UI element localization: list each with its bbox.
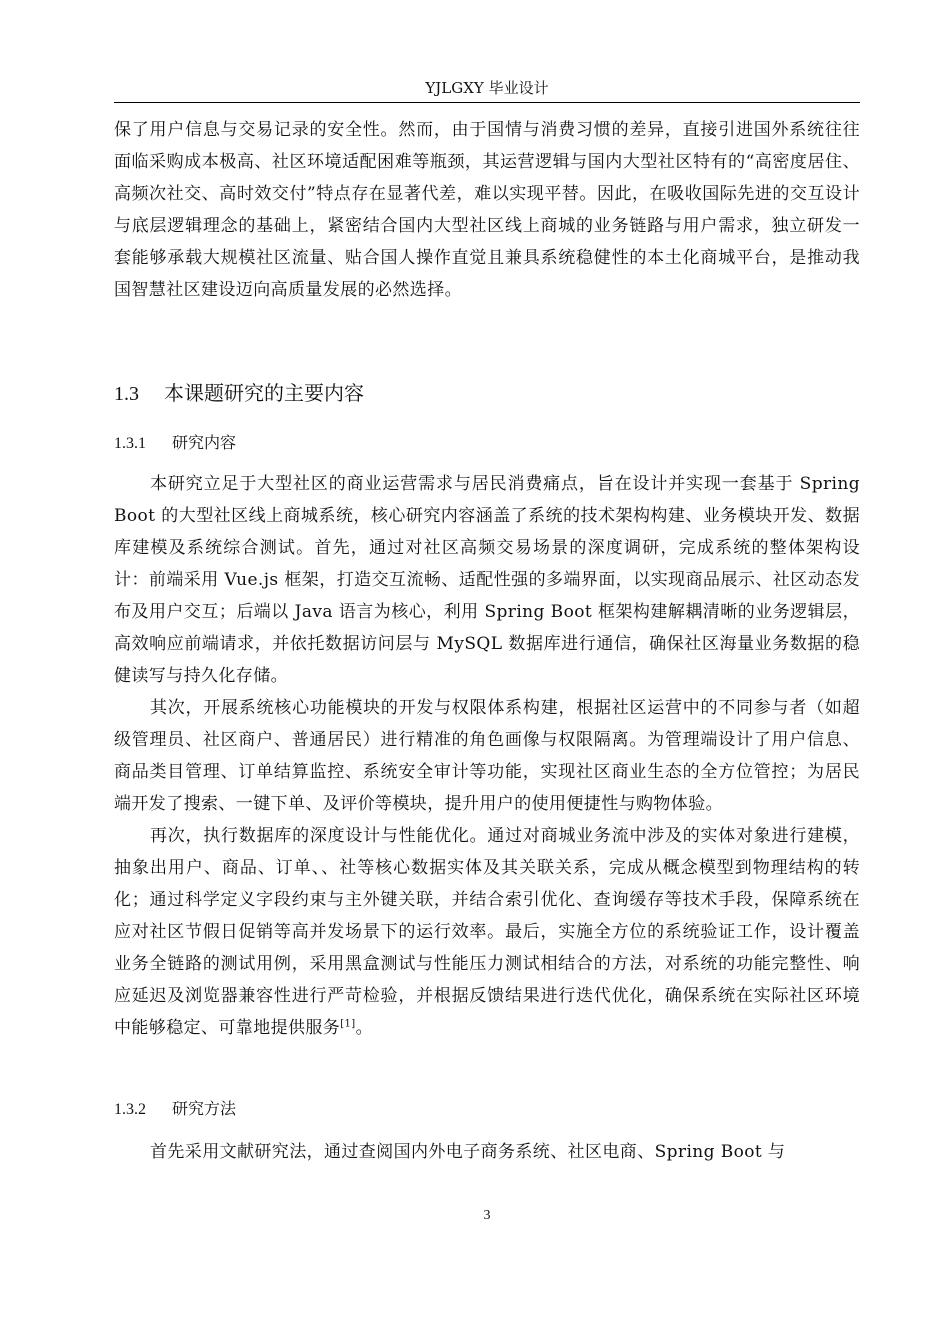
research-paragraph-2: 其次，开展系统核心功能模块的开发与权限体系构建，根据社区运营中的不同参与者（如超级管理员、社区商户、普通居民）进行精准的角色画像与权限隔离。为管理端设计了用户信息、商品类目管理、订单结算监控、系统安全审计等功能，实现社区商业生态的全方位管控；为居民端开发了搜索、一键下单、及评价等模块，提升用户的使用便捷性与购物体验。 (114, 698, 860, 814)
subsection-number: 1.3.1 (114, 435, 146, 452)
research-paragraph-3 (114, 820, 860, 1044)
section-title: 本课题研究的主要内容 (164, 381, 364, 405)
subsection-heading-1-3-1 (114, 432, 236, 455)
section-number: 1.3 (114, 383, 139, 405)
citation-reference[interactable]: [1] (340, 1018, 356, 1030)
intro-paragraph-block (114, 114, 860, 306)
subsection-heading-1-3-2 (114, 1098, 236, 1121)
subsection-number: 1.3.2 (114, 1101, 146, 1118)
subsection-title: 研究方法 (172, 1099, 237, 1118)
method-paragraph: 首先采用文献研究法，通过查阅国内外电子商务系统、社区电商、Spring Boot 与 (150, 1142, 786, 1162)
section-heading-1-3 (114, 380, 364, 407)
research-paragraph-3-text: 再次，执行数据库的深度设计与性能优化。通过对商城业务流中涉及的实体对象进行建模，抽象出用户、商品、订单、、社等核心数据实体及其关联关系，完成从概念模型到物理结构的转化；通过科学定义字段约束与主外键关联，并结合索引优化、查询缓存等技术手段，保障系统在应对社区节假日促销等高并发场景下的运行效率。最后，实施全方位的系统验证工作，设计覆盖业务全链路的测试用例，采用黑盒测试与性能压力测试相结合的方法，对系统的功能完整性、响应延迟及浏览器兼容性进行严苛检验，并根据反馈结果进行迭代优化，确保系统在实际社区环境中能够稳定、可靠地提供服务 (114, 826, 860, 1038)
subsection-title: 研究内容 (172, 433, 237, 452)
research-content-block (114, 468, 860, 1044)
intro-paragraph: 保了用户信息与交易记录的安全性。然而，由于国情与消费习惯的差异，直接引进国外系统往往面临采购成本极高、社区环境适配困难等瓶颈，其运营逻辑与国内大型社区特有的“高密度居住、高频次社交、高时效交付”特点存在显著代差，难以实现平替。因此，在吸收国际先进的交互设计与底层逻辑理念的基础上，紧密结合国内大型社区线上商城的业务链路与用户需求，独立研发一套能够承载大规模社区流量、贴合国人操作直觉且兼具系统稳健性的本土化商城平台，是推动我国智慧社区建设迈向高质量发展的必然选择。 (114, 120, 860, 300)
research-method-block (114, 1136, 860, 1168)
page-number: 3 (483, 1208, 491, 1223)
research-paragraph-3-end: 。 (355, 1018, 373, 1038)
header-rule (114, 102, 860, 103)
running-header: YJLGXY 毕业设计 (425, 79, 549, 97)
research-paragraph-1: 本研究立足于大型社区的商业运营需求与居民消费痛点，旨在设计并实现一套基于 Spring Boot 的大型社区线上商城系统，核心研究内容涵盖了系统的技术架构构建、业务模块开发、数据库建模及系统综合测试。首先，通过对社区高频交易场景的深度调研，完成系统的整体架构设计：前端采用 Vue.js 框架，打造交互流畅、适配性强的多端界面，以实现商品展示、社区动态发布及用户交互；后端以 Java 语言为核心，利用 Spring Boot 框架构建解耦清晰的业务逻辑层，高效响应前端请求，并依托数据访问层与 MySQL 数据库进行通信，确保社区海量业务数据的稳健读写与持久化存储。 (114, 474, 860, 686)
